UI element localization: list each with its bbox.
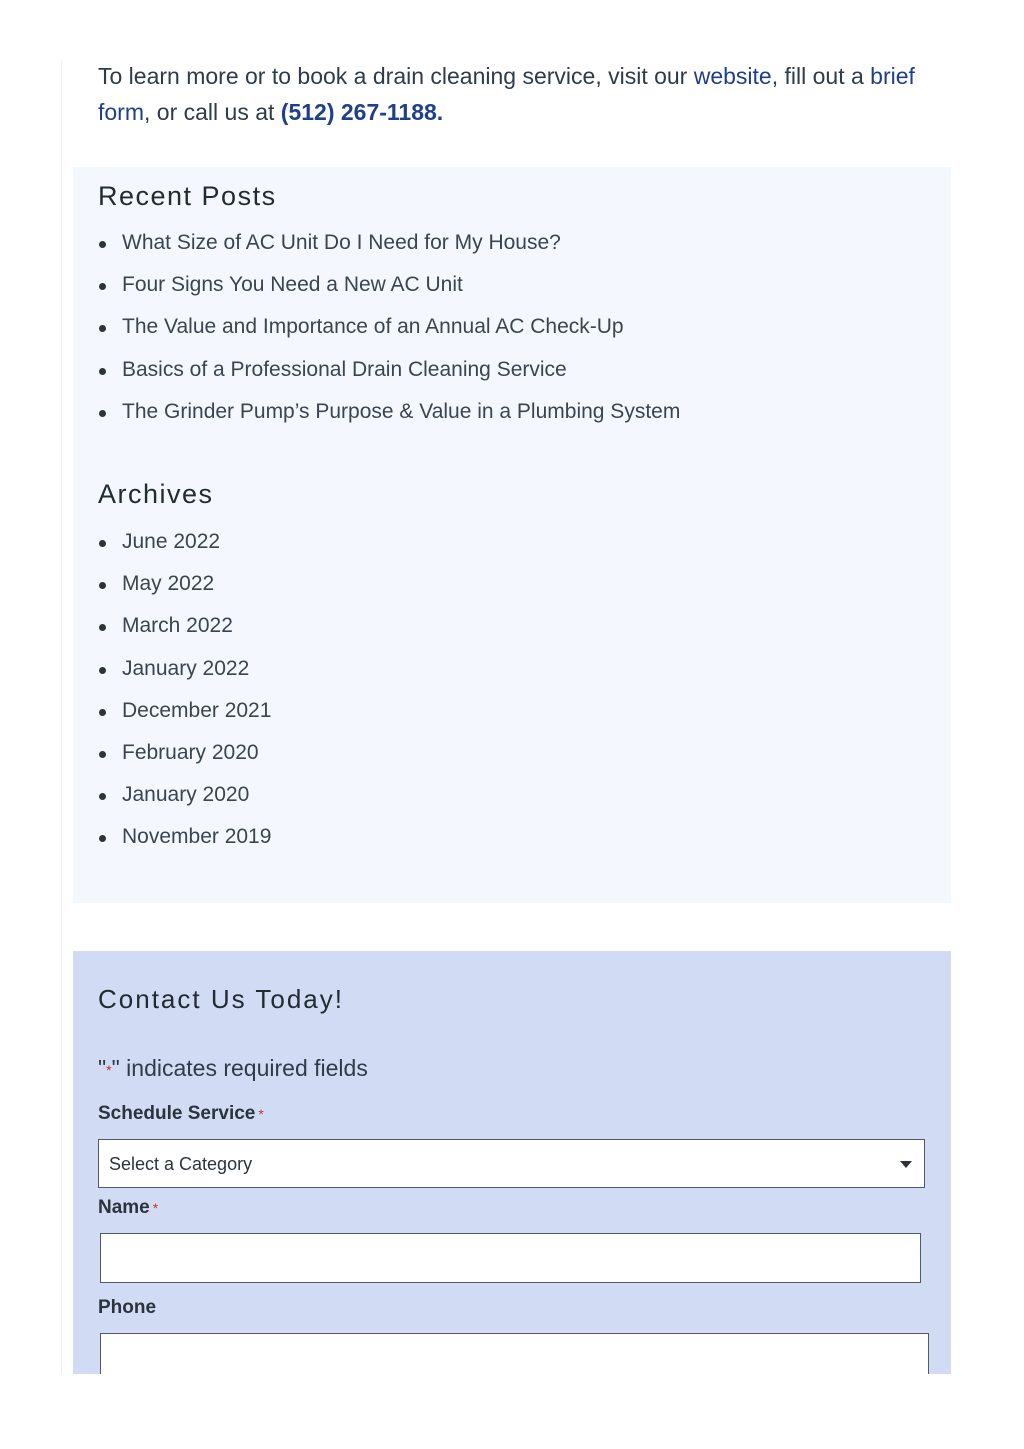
phone-label-text: Phone	[98, 1297, 157, 1318]
phone-link[interactable]: (512) 267-1188.	[280, 99, 444, 125]
archive-link[interactable]: December 2021	[98, 699, 271, 741]
required-star: *	[152, 1200, 159, 1216]
archive-link[interactable]: January 2022	[98, 657, 271, 699]
archive-link[interactable]: May 2022	[98, 572, 271, 614]
intro-text-after: , or call us at	[144, 99, 281, 125]
archives-list	[98, 530, 271, 868]
recent-post-link[interactable]: Four Signs You Need a New AC Unit	[98, 273, 680, 315]
archive-link[interactable]: March 2022	[98, 614, 271, 656]
schedule-service-label-text: Schedule Service	[98, 1103, 256, 1124]
archives-title: Archives	[98, 479, 214, 509]
phone-label	[98, 1297, 156, 1319]
caret-down-icon	[900, 1161, 912, 1168]
archive-link[interactable]: November 2019	[98, 825, 271, 867]
name-label-text: Name	[98, 1197, 150, 1218]
required-star: *	[258, 1106, 264, 1122]
archive-link[interactable]: June 2022	[98, 530, 271, 572]
content-divider	[61, 60, 62, 1374]
schedule-service-select[interactable]	[98, 1139, 925, 1188]
phone-input[interactable]	[100, 1333, 929, 1374]
recent-post-link[interactable]: Basics of a Professional Drain Cleaning Service	[98, 358, 680, 400]
required-note-open: "	[98, 1055, 107, 1081]
recent-post-link[interactable]: The Grinder Pump’s Purpose & Value in a Plumbing System	[98, 400, 680, 442]
intro-text-middle: , fill out a	[771, 63, 871, 89]
intro-paragraph	[98, 58, 938, 130]
required-fields-note	[98, 1055, 368, 1082]
website-link[interactable]: website	[693, 63, 772, 89]
contact-title: Contact Us Today!	[98, 984, 344, 1014]
intro-text-before: To learn more or to book a drain cleaning service, visit our	[98, 63, 694, 89]
contact-form-section	[73, 951, 951, 1374]
name-input[interactable]	[100, 1233, 921, 1283]
recent-post-link[interactable]: The Value and Importance of an Annual AC Check-Up	[98, 315, 680, 357]
schedule-service-selected-value: Select a Category	[109, 1154, 253, 1174]
archive-link[interactable]: February 2020	[98, 741, 271, 783]
recent-posts-title: Recent Posts	[98, 181, 277, 211]
name-label	[98, 1197, 158, 1219]
recent-post-link[interactable]: What Size of AC Unit Do I Need for My House?	[98, 231, 680, 273]
sidebar-widgets	[73, 167, 951, 903]
schedule-service-label	[98, 1103, 264, 1125]
archive-link[interactable]: January 2020	[98, 783, 271, 825]
recent-posts-list	[98, 231, 680, 442]
required-note-close: " indicates required fields	[111, 1055, 368, 1081]
required-star: *	[106, 1061, 112, 1078]
brief-form-link[interactable]: brief form	[98, 63, 915, 125]
